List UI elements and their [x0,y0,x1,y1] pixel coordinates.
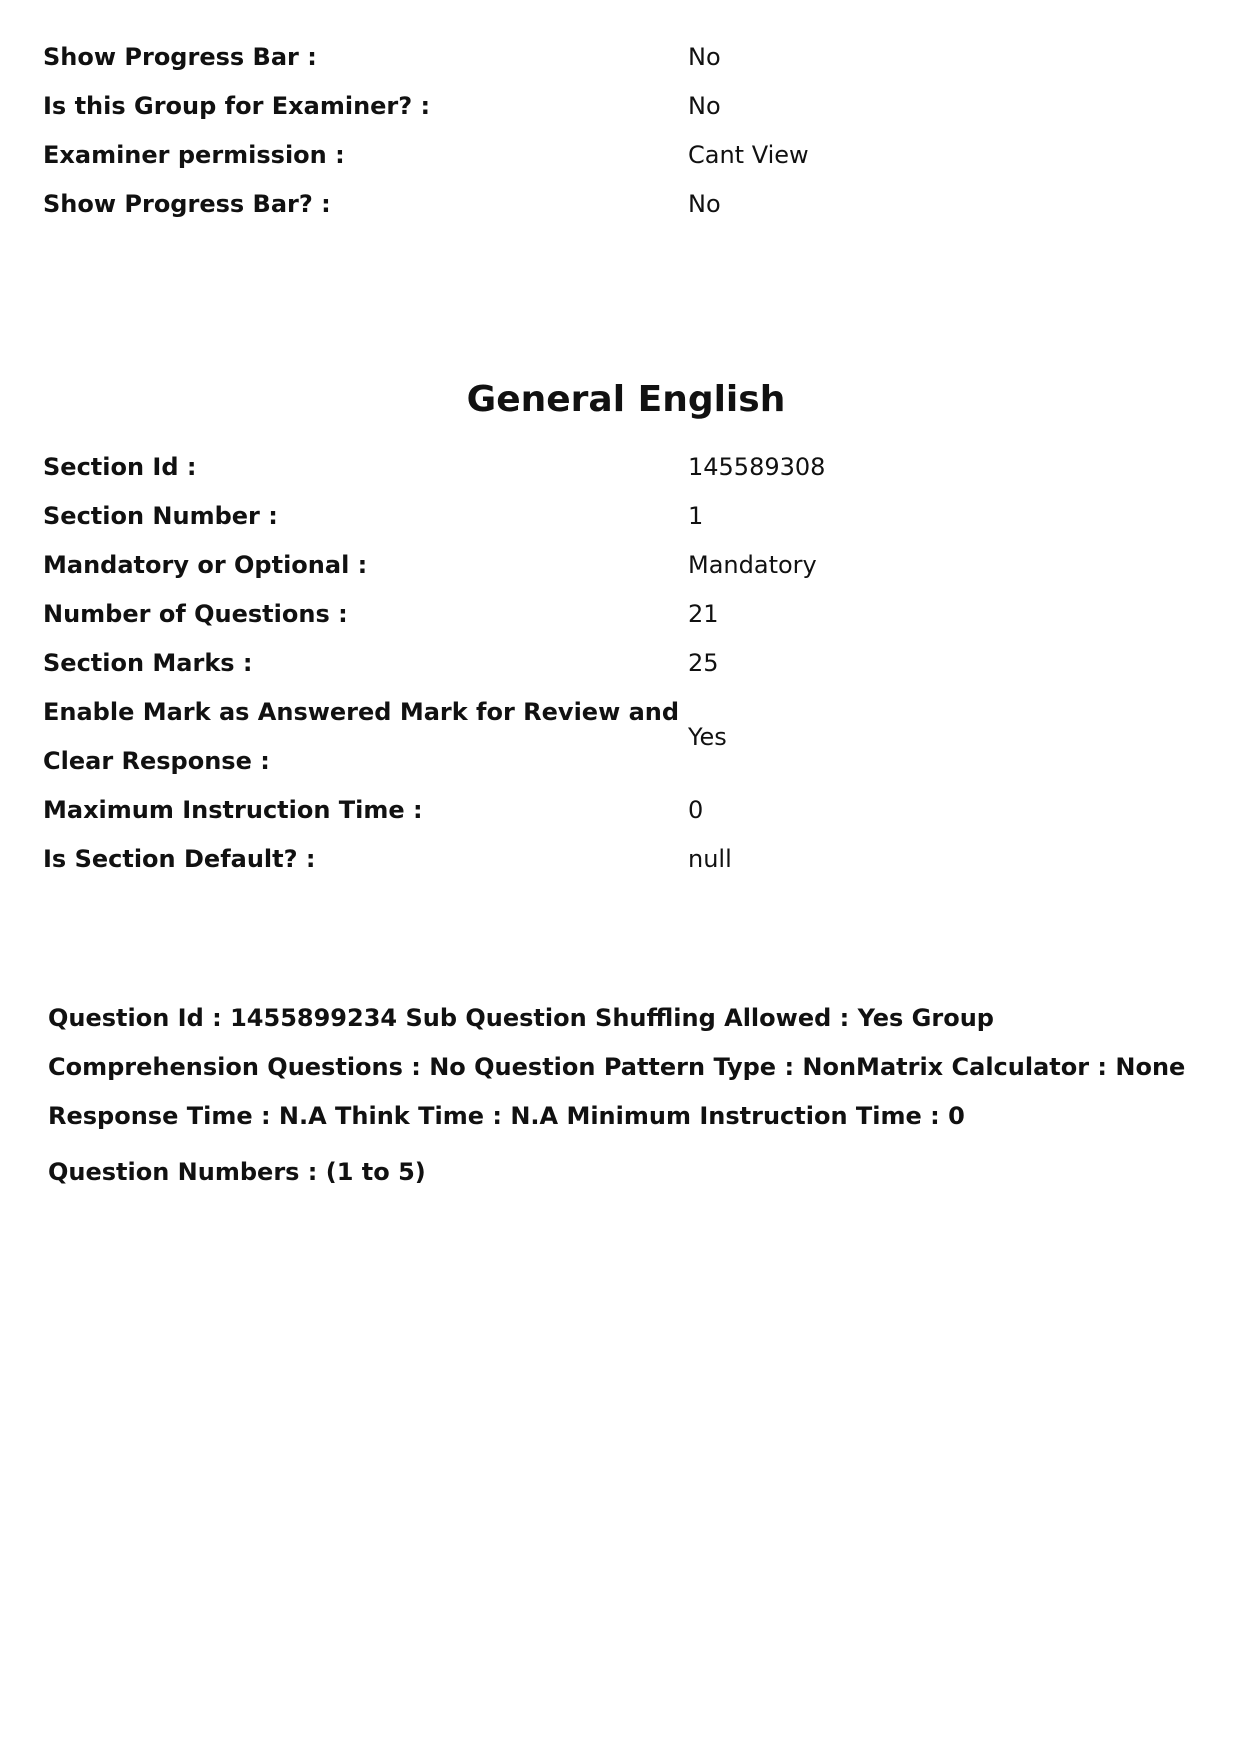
group-info-table [43,33,1193,229]
field-label: Examiner permission : [43,141,345,169]
field-value: 1 [688,502,704,530]
field-label: Section Number : [43,502,278,530]
field-label: Number of Questions : [43,600,348,628]
section-field-row [43,835,1193,884]
field-value: No [688,92,721,120]
field-value: Yes [688,722,727,751]
field-value: 21 [688,600,719,628]
section-field-row [43,443,1193,492]
field-label: Is this Group for Examiner? : [43,92,431,120]
section-field-row [43,492,1193,541]
field-value: 145589308 [688,453,826,481]
field-value: 0 [688,796,704,824]
group-info-row [43,82,1193,131]
group-info-row [43,33,1193,82]
section-title: General English [466,379,786,420]
question-numbers: Question Numbers : (1 to 5) [48,1158,426,1186]
section-field-row [43,639,1193,688]
field-label: Enable Mark as Answered Mark for Review and Clear Response : [43,698,680,775]
field-value: 25 [688,649,719,677]
field-label: Show Progress Bar? : [43,190,331,218]
question-metadata: Question Id : 1455899234 Sub Question Shuffling Allowed : Yes Group Comprehension Questions : No Question Pattern Type : NonMatrix Calculator : None Response Time : N.A Think Time : N.A Minimum Instruction Time : 0 [48,1004,1186,1130]
field-value: No [688,43,721,71]
field-label: Is Section Default? : [43,845,316,873]
section-field-row [43,590,1193,639]
group-info-row [43,180,1193,229]
field-label: Section Marks : [43,649,253,677]
section-field-row [43,786,1193,835]
field-label: Maximum Instruction Time : [43,796,423,824]
field-label: Show Progress Bar : [43,43,317,71]
field-value: null [688,845,732,873]
field-value: No [688,190,721,218]
group-info-row [43,131,1193,180]
field-value: Cant View [688,141,809,169]
section-info-table [43,443,1193,884]
field-label: Mandatory or Optional : [43,551,368,579]
field-label: Section Id : [43,453,197,481]
field-value: Mandatory [688,551,817,579]
section-field-row [43,688,1193,786]
section-field-row [43,541,1193,590]
